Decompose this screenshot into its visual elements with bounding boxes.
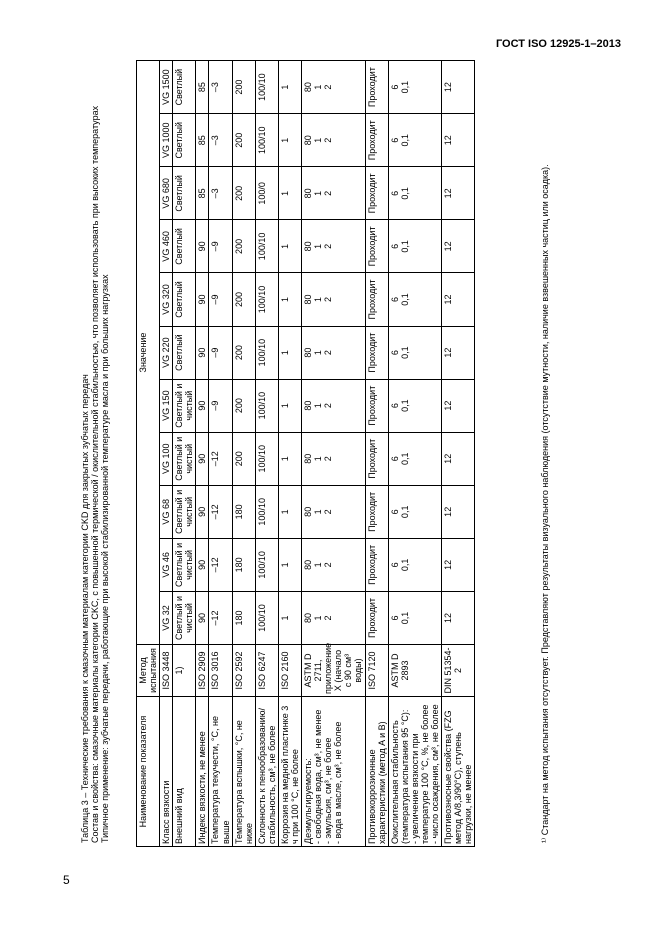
value-cell: –12 bbox=[209, 485, 232, 538]
value-cell: Проходит bbox=[365, 591, 388, 644]
value-cell: 12 bbox=[442, 326, 475, 379]
value-cell: 6 0,1 bbox=[388, 379, 441, 432]
row-name: Температура вспышки, °C, не ниже bbox=[232, 697, 255, 847]
grade-cell: VG 32 bbox=[160, 591, 173, 644]
value-cell: 1 bbox=[278, 432, 301, 485]
table-row bbox=[160, 61, 173, 847]
value-cell: 1 bbox=[278, 591, 301, 644]
value-cell: –12 bbox=[209, 432, 232, 485]
value-cell: 6 0,1 bbox=[388, 538, 441, 591]
value-cell: Светлый bbox=[173, 326, 196, 379]
value-cell: 80 1 2 bbox=[302, 432, 365, 485]
value-cell: 12 bbox=[442, 432, 475, 485]
row-name: Окислительная стабильность (температура испытания 95 °C): - увеличение вязкости при температуре 100 °С, %, не более - число осаждения, см³, не более bbox=[388, 697, 441, 847]
value-cell: 80 1 2 bbox=[302, 326, 365, 379]
row-method: ISO 2592 bbox=[232, 645, 255, 697]
caption-application: Типичное применение: зубчатые передачи, работающие при высокой стабилизированной температуре масла и при больших нагрузках bbox=[100, 274, 111, 843]
value-cell: 1 bbox=[278, 273, 301, 326]
grade-cell: VG 1500 bbox=[160, 61, 173, 114]
value-cell: 1 bbox=[278, 114, 301, 167]
value-cell: 6 0,1 bbox=[388, 61, 441, 114]
table-row bbox=[388, 61, 441, 847]
page-number: 5 bbox=[63, 873, 70, 887]
value-cell: 200 bbox=[232, 326, 255, 379]
value-cell: 12 bbox=[442, 538, 475, 591]
value-cell: 6 0,1 bbox=[388, 167, 441, 220]
row-method: ASTM D 2711, приложение X (начало с 90 см³ воды) bbox=[302, 645, 365, 697]
table-row bbox=[442, 61, 475, 847]
row-method: 1) bbox=[173, 645, 196, 697]
value-cell: 100/10 bbox=[255, 485, 278, 538]
value-cell: 90 bbox=[196, 273, 209, 326]
value-cell: 100/10 bbox=[255, 114, 278, 167]
value-cell: 80 1 2 bbox=[302, 167, 365, 220]
value-cell: –12 bbox=[209, 591, 232, 644]
value-cell: 90 bbox=[196, 591, 209, 644]
value-cell: 1 bbox=[278, 220, 301, 273]
value-cell: Проходит bbox=[365, 326, 388, 379]
value-cell: 6 0,1 bbox=[388, 273, 441, 326]
value-cell: 12 bbox=[442, 485, 475, 538]
value-cell: 90 bbox=[196, 220, 209, 273]
value-cell: 90 bbox=[196, 379, 209, 432]
value-cell: 180 bbox=[232, 485, 255, 538]
value-cell: 100/10 bbox=[255, 432, 278, 485]
value-cell: 100/10 bbox=[255, 273, 278, 326]
value-cell: 12 bbox=[442, 61, 475, 114]
value-cell: 6 0,1 bbox=[388, 114, 441, 167]
header-method: Метод испытания bbox=[137, 645, 160, 697]
standard-header: ГОСТ ISO 12925-1–2013 bbox=[495, 38, 621, 50]
value-cell: Проходит bbox=[365, 432, 388, 485]
table-row bbox=[209, 61, 232, 847]
value-cell: 80 1 2 bbox=[302, 273, 365, 326]
value-cell: Проходит bbox=[365, 485, 388, 538]
value-cell: 85 bbox=[196, 114, 209, 167]
value-cell: Светлый bbox=[173, 167, 196, 220]
caption-title: Таблица 3 – Технические требования к смазочным материалам категории CKD для закрытых зубчатых передач bbox=[80, 374, 90, 843]
row-method: ISO 7120 bbox=[365, 645, 388, 697]
row-method: ISO 3448 bbox=[160, 645, 173, 697]
value-cell: –3 bbox=[209, 61, 232, 114]
row-name: Индекс вязкости, не менее bbox=[196, 697, 209, 847]
value-cell: 1 bbox=[278, 61, 301, 114]
value-cell: 90 bbox=[196, 485, 209, 538]
value-cell: 90 bbox=[196, 326, 209, 379]
grade-cell: VG 46 bbox=[160, 538, 173, 591]
table-caption bbox=[80, 60, 136, 847]
row-name: Температура текучести, °C, не выше bbox=[209, 697, 232, 847]
row-method: DIN 51354-2 bbox=[442, 645, 475, 697]
row-name: Противокоррозионные характеристики (метод A и B) bbox=[365, 697, 388, 847]
value-cell: Проходит bbox=[365, 379, 388, 432]
value-cell: 1 bbox=[278, 485, 301, 538]
requirements-table bbox=[136, 60, 475, 847]
value-cell: Проходит bbox=[365, 61, 388, 114]
table-row bbox=[255, 61, 278, 847]
caption-composition: Состав и свойства: смазочные материалы категории CKC, с повышенной термической / окислительной стабильностью, что позволяет использовать при высоких температурах bbox=[90, 105, 101, 843]
value-cell: 100/0 bbox=[255, 167, 278, 220]
value-cell: 200 bbox=[232, 61, 255, 114]
value-cell: 80 1 2 bbox=[302, 538, 365, 591]
value-cell: 1 bbox=[278, 326, 301, 379]
value-cell: 6 0,1 bbox=[388, 432, 441, 485]
value-cell: 100/10 bbox=[255, 220, 278, 273]
value-cell: Светлый и чистый bbox=[173, 432, 196, 485]
value-cell: Светлый и чистый bbox=[173, 591, 196, 644]
value-cell: 80 1 2 bbox=[302, 61, 365, 114]
value-cell: 200 bbox=[232, 379, 255, 432]
value-cell: –9 bbox=[209, 220, 232, 273]
value-cell: 85 bbox=[196, 61, 209, 114]
grade-cell: VG 150 bbox=[160, 379, 173, 432]
value-cell: 6 0,1 bbox=[388, 220, 441, 273]
value-cell: 12 bbox=[442, 114, 475, 167]
value-cell: 12 bbox=[442, 167, 475, 220]
value-cell: 200 bbox=[232, 273, 255, 326]
value-cell: 100/10 bbox=[255, 538, 278, 591]
grade-cell: VG 460 bbox=[160, 220, 173, 273]
value-cell: 80 1 2 bbox=[302, 485, 365, 538]
row-name: Внешний вид bbox=[173, 697, 196, 847]
row-name: Класс вязкости bbox=[160, 697, 173, 847]
value-cell: 80 1 2 bbox=[302, 220, 365, 273]
value-cell: 90 bbox=[196, 538, 209, 591]
footnote: ¹⁾ Стандарт на метод испытания отсутствует. Представляют результаты визуального наблюдения (отсутствие мутности, наличие взвешенных частиц или осадка). bbox=[540, 164, 550, 843]
value-cell: 100/10 bbox=[255, 326, 278, 379]
value-cell: 80 1 2 bbox=[302, 379, 365, 432]
value-cell: Проходит bbox=[365, 538, 388, 591]
value-cell: –9 bbox=[209, 379, 232, 432]
grade-cell: VG 320 bbox=[160, 273, 173, 326]
value-cell: 180 bbox=[232, 591, 255, 644]
value-cell: 200 bbox=[232, 167, 255, 220]
grade-cell: VG 68 bbox=[160, 485, 173, 538]
value-cell: 200 bbox=[232, 114, 255, 167]
grade-cell: VG 680 bbox=[160, 167, 173, 220]
row-method: ISO 2909 bbox=[196, 645, 209, 697]
rotated-table-area bbox=[80, 60, 568, 847]
header-name: Наименование показателя bbox=[137, 697, 160, 847]
table-header-row bbox=[137, 61, 160, 847]
value-cell: 12 bbox=[442, 220, 475, 273]
value-cell: 80 1 2 bbox=[302, 114, 365, 167]
value-cell: Светлый и чистый bbox=[173, 379, 196, 432]
value-cell: 180 bbox=[232, 538, 255, 591]
value-cell: –9 bbox=[209, 273, 232, 326]
value-cell: Проходит bbox=[365, 114, 388, 167]
value-cell: Светлый bbox=[173, 220, 196, 273]
table-row bbox=[278, 61, 301, 847]
row-method: ISO 6247 bbox=[255, 645, 278, 697]
value-cell: 100/10 bbox=[255, 591, 278, 644]
row-name: Склонность к пенообразованию/ стабильность, см³, не более bbox=[255, 697, 278, 847]
value-cell: 1 bbox=[278, 379, 301, 432]
value-cell: 6 0,1 bbox=[388, 485, 441, 538]
row-name: Противозносные свойства (FZG метод A/8,3/90°C), ступень нагрузки, не менее bbox=[442, 697, 475, 847]
value-cell: 6 0,1 bbox=[388, 591, 441, 644]
value-cell: Светлый bbox=[173, 114, 196, 167]
grade-cell: VG 100 bbox=[160, 432, 173, 485]
value-cell: 200 bbox=[232, 432, 255, 485]
row-method: ISO 3016 bbox=[209, 645, 232, 697]
value-cell: 100/10 bbox=[255, 379, 278, 432]
value-cell: 200 bbox=[232, 220, 255, 273]
value-cell: 85 bbox=[196, 167, 209, 220]
value-cell: Светлый и чистый bbox=[173, 485, 196, 538]
value-cell: –9 bbox=[209, 326, 232, 379]
table-row bbox=[196, 61, 209, 847]
table-row bbox=[302, 61, 365, 847]
value-cell: 12 bbox=[442, 379, 475, 432]
value-cell: –12 bbox=[209, 538, 232, 591]
value-cell: 100/10 bbox=[255, 61, 278, 114]
grade-cell: VG 220 bbox=[160, 326, 173, 379]
row-name: Деэмульгируемость: - свободная вода, см³, не менее - эмульсия, см³, не более - вода в масле, см³, не более bbox=[302, 697, 365, 847]
row-method: ISO 2160 bbox=[278, 645, 301, 697]
header-value: Значение bbox=[137, 61, 160, 645]
grade-cell: VG 1000 bbox=[160, 114, 173, 167]
value-cell: Светлый и чистый bbox=[173, 538, 196, 591]
table-row bbox=[232, 61, 255, 847]
row-method: ASTM D 2893 bbox=[388, 645, 441, 697]
row-name: Коррозия на медной пластинке 3 ч при 100 °С, не более bbox=[278, 697, 301, 847]
table-row bbox=[365, 61, 388, 847]
value-cell: 6 0,1 bbox=[388, 326, 441, 379]
value-cell: 90 bbox=[196, 432, 209, 485]
table-row bbox=[173, 61, 196, 847]
value-cell: –3 bbox=[209, 167, 232, 220]
rotated-content bbox=[80, 60, 568, 847]
value-cell: Светлый bbox=[173, 273, 196, 326]
value-cell: Светлый bbox=[173, 61, 196, 114]
value-cell: Проходит bbox=[365, 167, 388, 220]
value-cell: Проходит bbox=[365, 220, 388, 273]
value-cell: 12 bbox=[442, 273, 475, 326]
value-cell: 1 bbox=[278, 538, 301, 591]
value-cell: 12 bbox=[442, 591, 475, 644]
value-cell: –3 bbox=[209, 114, 232, 167]
value-cell: Проходит bbox=[365, 273, 388, 326]
value-cell: 80 1 2 bbox=[302, 591, 365, 644]
value-cell: 1 bbox=[278, 167, 301, 220]
